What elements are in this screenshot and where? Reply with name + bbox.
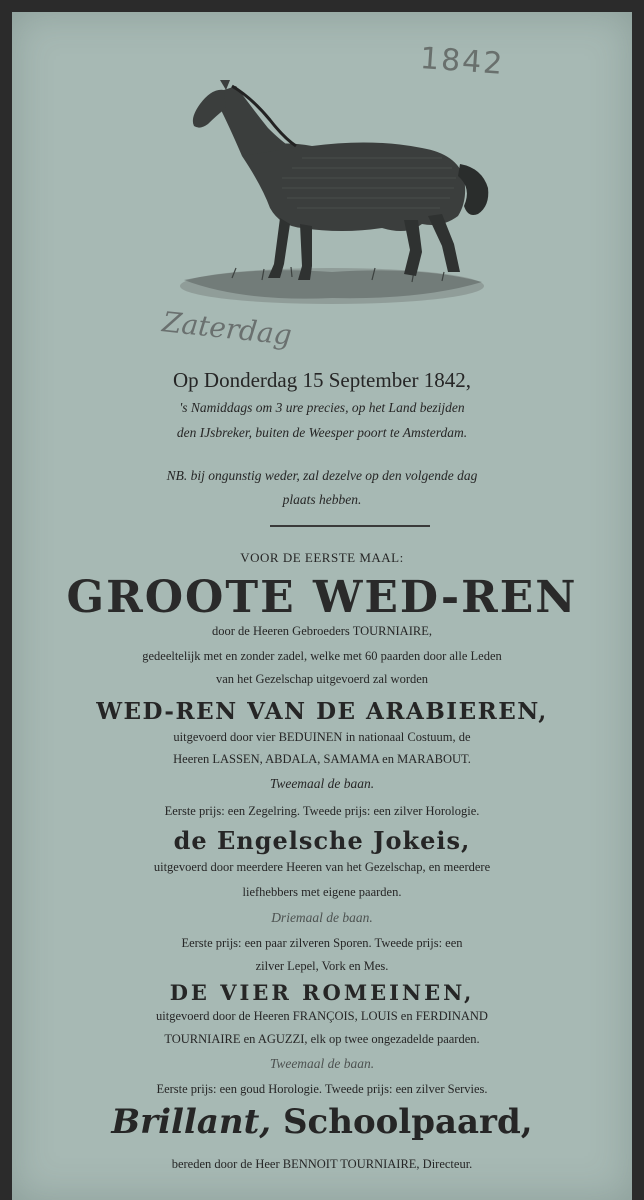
saddle-line: gedeeltelijk met en zonder zadel, welke met 60 paarden door alle Leden <box>142 649 502 663</box>
laps-note-1: Tweemaal de baan. <box>269 776 375 791</box>
location-line-1: 's Namiddags om 3 ure precies, op het Land bezijden <box>179 400 465 415</box>
laps-note-3: Tweemaal de baan. <box>269 1056 375 1071</box>
brillant-name: Brillant, <box>111 1102 272 1142</box>
brillant-subtitle: Schoolpaard, <box>271 1102 533 1142</box>
horse-illustration <box>172 68 492 318</box>
prizes-line-3: Eerste prijs: een goud Horologie. Tweede prijs: een zilver Servies. <box>156 1082 488 1096</box>
laps-note-2: Driemaal de baan. <box>271 910 373 925</box>
members-line: van het Gezelschap uitgevoerd zal worden <box>215 672 429 686</box>
handwritten-year: 1842 <box>418 41 506 82</box>
first-time-heading: VOOR DE EERSTE MAAL: <box>240 550 404 565</box>
romeinen-line-1: uitgevoerd door de Heeren FRANÇOIS, LOUIS en FERDINAND <box>156 1009 488 1023</box>
weather-note-1: NB. bij ongunstig weder, zal dezelve op den volgende dag <box>166 468 478 483</box>
riders-line: Heeren LASSEN, ABDALA, SAMAMA en MARABOUT. <box>173 752 471 766</box>
divider-rule <box>270 525 430 528</box>
jokeis-title: de Engelsche Jokeis, <box>173 826 471 855</box>
handwritten-day: Zaterdag <box>160 305 294 352</box>
arabieren-title: WED-REN VAN DE ARABIEREN, <box>96 698 548 725</box>
location-line-2: den IJsbreker, buiten de Weesper poort te Amsterdam. <box>176 425 468 440</box>
prizes-line-2a: Eerste prijs: een paar zilveren Sporen. Tweede prijs: een <box>181 936 463 950</box>
weather-note-2: plaats hebben. <box>282 492 362 507</box>
prizes-line-1: Eerste prijs: een Zegelring. Tweede prijs: een zilver Horologie. <box>164 804 480 818</box>
brillant-rider-line: bereden door de Heer BENNOIT TOURNIAIRE, Directeur. <box>171 1157 473 1171</box>
prizes-line-2b: zilver Lepel, Vork en Mes. <box>255 959 389 973</box>
romeinen-line-2: TOURNIAIRE en AGUZZI, elk op twee ongezadelde paarden. <box>164 1032 480 1046</box>
date-line: Op Donderdag 15 September 1842, <box>172 368 472 392</box>
main-title: GROOTE WED-REN <box>66 572 578 623</box>
jokeis-line-1: uitgevoerd door meerdere Heeren van het Gezelschap, en meerdere <box>153 860 491 874</box>
bedouin-line: uitgevoerd door vier BEDUINEN in nationaal Costuum, de <box>173 730 471 744</box>
brillant-title <box>12 1102 632 1142</box>
jokeis-line-2: liefhebbers met eigene paarden. <box>242 885 402 899</box>
romeinen-title: DE VIER ROMEINEN, <box>169 980 475 1005</box>
poster-sheet <box>12 12 632 1200</box>
performers-line: door de Heeren Gebroeders TOURNIAIRE, <box>212 624 432 638</box>
